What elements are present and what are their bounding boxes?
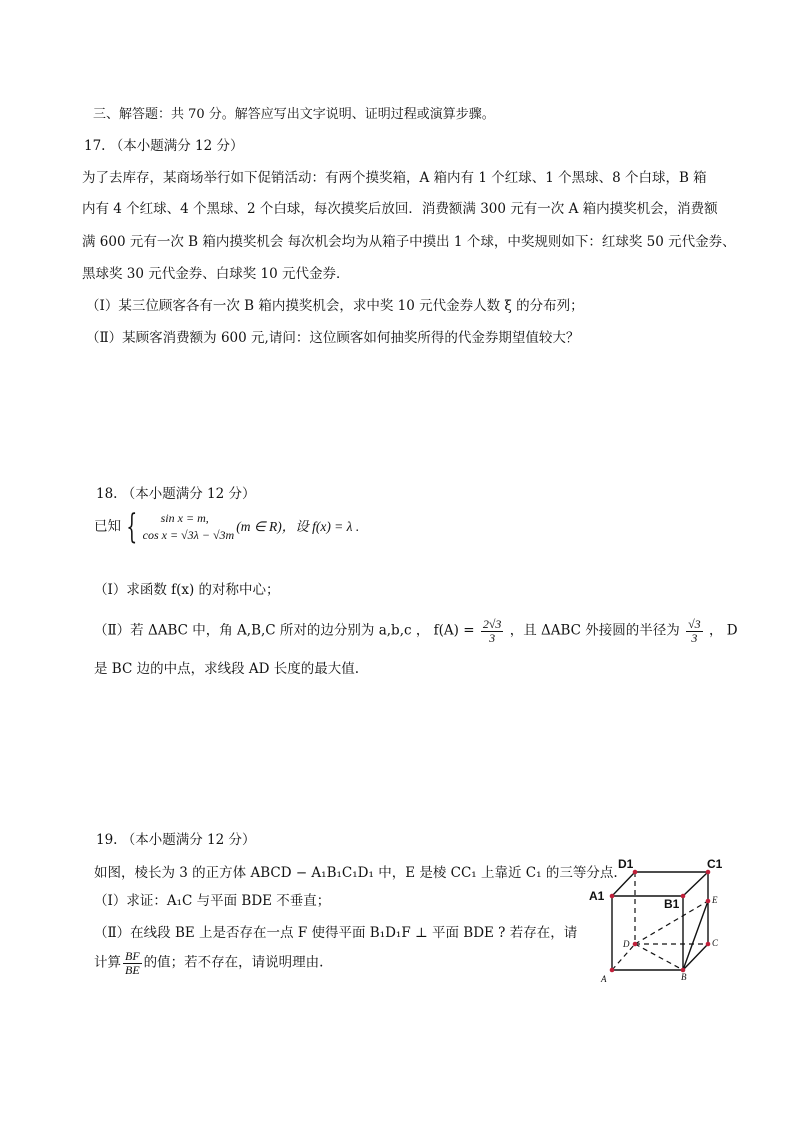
q18-sub2-text-a: （Ⅱ）若 ΔABC 中，角 A,B,C 所对的边分别为 a,b,c ， f(A) = xyxy=(94,622,475,639)
q18-fraction-fA-numerator: 2√3 xyxy=(482,617,502,631)
q18-equation-2: cos x = √3λ − √3m xyxy=(142,528,235,542)
vertex-D1 xyxy=(633,870,638,875)
q19-subquestion-1: （Ⅰ）求证：A₁C 与平面 BDE 不垂直； xyxy=(94,893,331,909)
q18-fraction-radius-denominator: 3 xyxy=(691,630,698,645)
q19-fraction xyxy=(123,950,142,976)
section-heading: 三、解答题：共 70 分。解答应写出文字说明、证明过程或演算步骤。 xyxy=(93,107,495,122)
q19-calc-line xyxy=(94,950,323,976)
vertex-D xyxy=(633,942,638,947)
q17-subquestion-1: （Ⅰ）某三位顾客各有一次 B 箱内摸奖机会，求中奖 10 元代金券人数 ξ 的分布列； xyxy=(86,298,584,314)
q18-sub2-text-b: ，且 ΔABC 外接圆的半径为 xyxy=(509,622,680,639)
vertex-B1 xyxy=(681,894,686,899)
edge-A1D1 xyxy=(612,872,635,896)
q18-fraction-fA xyxy=(481,618,504,644)
q19-calc-prefix: 计算 xyxy=(94,954,121,971)
q18-given-prefix: 已知 xyxy=(94,518,121,535)
label-B1: B1 xyxy=(664,897,680,911)
q18-equation-1: sin x = m, xyxy=(160,511,209,525)
q19-calc-suffix: 的值；若不存在，请说明理由. xyxy=(143,954,324,971)
q18-fraction-radius xyxy=(686,618,703,644)
label-C: C xyxy=(712,938,719,948)
edge-BC xyxy=(683,944,708,970)
label-A: A xyxy=(601,974,607,984)
cube-solid-edges xyxy=(612,872,708,970)
q17-subquestion-2: （Ⅱ）某顾客消费额为 600 元,请问：这位顾客如何抽奖所得的代金券期望值较大？ xyxy=(86,330,580,346)
vertex-C xyxy=(706,942,711,947)
q17-paragraph-line-2: 内有 4 个红球、4 个黑球、2 个白球，每次摸奖后放回．消费额满 300 元有一次 A 箱内摸奖机会，消费额 xyxy=(82,201,718,217)
brace-symbol: { xyxy=(126,507,138,547)
q17-paragraph-line-3: 满 600 元有一次 B 箱内摸奖机会 每次机会均为从箱子中摸出 1 个球，中奖规则如下：红球奖 50 元代金券、 xyxy=(82,234,736,250)
vertex-A xyxy=(610,968,615,973)
label-D: D xyxy=(623,939,630,949)
q18-header: 18. （本小题满分 12 分） xyxy=(96,486,256,502)
label-D1: D1 xyxy=(618,857,634,871)
label-E: E xyxy=(712,895,718,905)
q18-subquestion-2 xyxy=(94,618,738,644)
label-B: B xyxy=(681,972,687,982)
vertex-A1 xyxy=(610,894,615,899)
q17-header: 17. （本小题满分 12 分） xyxy=(84,138,244,154)
q18-fraction-fA-denominator: 3 xyxy=(489,630,496,645)
q18-given xyxy=(94,507,360,547)
segment-BE xyxy=(683,901,708,970)
q18-subquestion-1: （Ⅰ）求函数 f(x) 的对称中心； xyxy=(94,582,280,598)
q18-fraction-radius-numerator: √3 xyxy=(688,617,701,631)
q18-condition: (m ∈ R)，设 f(x) = λ . xyxy=(236,518,360,534)
q19-fraction-numerator: BF xyxy=(125,949,140,963)
q17-paragraph-line-4: 黑球奖 30 元代金券、白球奖 10 元代金券． xyxy=(82,266,350,282)
q19-subquestion-2: （Ⅱ）在线段 BE 上是否存在一点 F 使得平面 B₁D₁F ⊥ 平面 BDE ? 若存在，请 xyxy=(94,925,578,941)
segment-DB xyxy=(635,944,683,970)
q17-paragraph-line-1: 为了去库存，某商场举行如下促销活动：有两个摸奖箱，A 箱内有 1 个红球、1 个黑球、8 个白球，B 箱 xyxy=(82,170,707,186)
label-A1: A1 xyxy=(589,889,605,903)
q19-paragraph: 如图，棱长为 3 的正方体 ABCD − A₁B₁C₁D₁ 中，E 是棱 CC₁ 上靠近 C₁ 的三等分点. xyxy=(94,865,618,881)
q19-header: 19. （本小题满分 12 分） xyxy=(96,832,256,848)
cube-figure xyxy=(585,855,735,990)
edge-B1C1 xyxy=(683,872,708,896)
q19-fraction-denominator: BE xyxy=(125,962,140,977)
vertex-E xyxy=(706,899,711,904)
q18-equation-system xyxy=(143,510,235,544)
q18-sub2-text-c: ， D xyxy=(708,622,738,639)
label-C1: C1 xyxy=(707,857,723,871)
q18-subquestion-2-cont: 是 BC 边的中点，求线段 AD 长度的最大值. xyxy=(94,661,360,677)
